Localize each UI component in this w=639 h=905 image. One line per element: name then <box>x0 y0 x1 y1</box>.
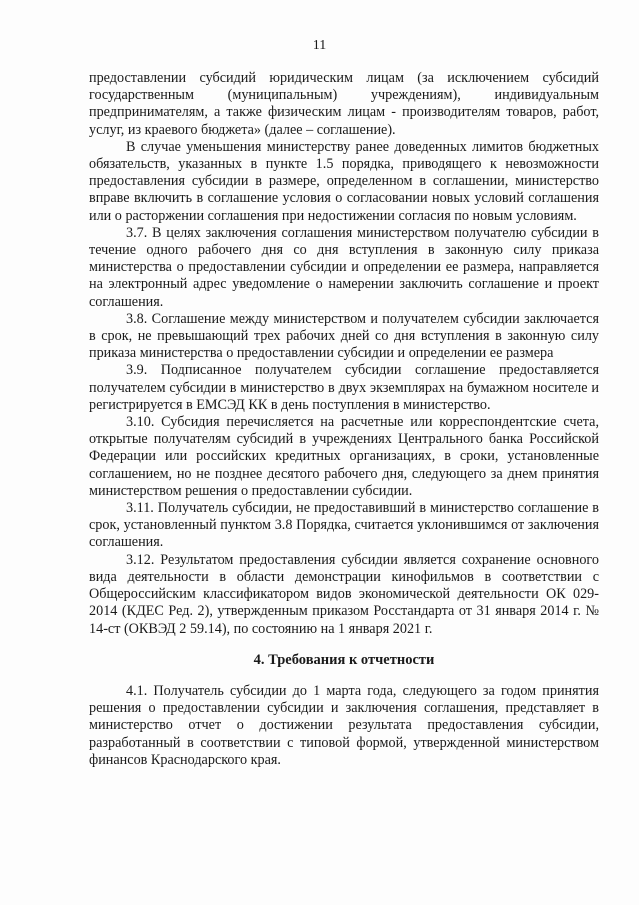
paragraph: предоставлении субсидий юридическим лицам (за исключением субсидий государственным (муниципальным) учреждениям), индивидуальным предпринимателям, а также физическим лицам - производителям товаров, работ, услуг, из краевого бюджета» (далее – соглашение). <box>89 70 599 138</box>
section-heading: 4. Требования к отчетности <box>253 651 435 668</box>
paragraph: 3.11. Получатель субсидии, не предоставивший в министерство соглашение в срок, установленный пунктом 3.8 Порядка, считается уклонившимся от заключения соглашения. <box>89 500 599 551</box>
paragraph: 3.12. Результатом предоставления субсидии является сохранение основного вида деятельности в области демонстрации кинофильмов в соответствии с Общероссийским классификатором видов экономической деятельности ОК 029-2014 (КДЕС Ред. 2), утвержденным приказом Росстандарта от 31 января 2014 г. № 14-ст (ОКВЭД 2 59.14), по состоянию на 1 января 2021 г. <box>89 551 599 637</box>
paragraph: 4.1. Получатель субсидии до 1 марта года, следующего за годом принятия решения о предоставлении субсидии и заключения соглашения, представляет в министерство отчет о достижении результата предоставления субсидии, разработанный в соответствии с типовой формой, утвержденной министерством финансов Краснодарского края. <box>89 682 599 768</box>
paragraph: 3.8. Соглашение между министерством и получателем субсидии заключается в срок, не превышающий трех рабочих дней со дня вступления в законную силу приказа министерства о предоставлении субсидии и определении ее размера <box>89 310 599 362</box>
paragraph: 3.7. В целях заключения соглашения министерством получателю субсидии в течение одного рабочего дня со дня вступления в законную силу приказа министерства о предоставлении субсидии и определении ее размера, направляется на электронный адрес уведомление о намерении заключить соглашение и проект соглашения. <box>89 224 599 310</box>
page-number: 11 <box>312 38 327 53</box>
paragraph: 3.9. Подписанное получателем субсидии соглашение предоставляется получателем субсидии в министерство в двух экземплярах на бумажном носителе и регистрируется в ЕМСЭД КК в день поступления в министерство. <box>89 362 599 413</box>
paragraph: 3.10. Субсидия перечисляется на расчетные или корреспондентские счета, открытые получателям субсидий в учреждениях Центрального банка Российской Федерации или российских кредитных организациях, в сроки, установленные соглашением, но не позднее десятого рабочего дня, следующего за днем принятия министерством решения о предоставлении субсидии. <box>89 414 599 499</box>
paragraph: В случае уменьшения министерству ранее доведенных лимитов бюджетных обязательств, указанных в пункте 1.5 порядка, приводящего к невозможности предоставления субсидии в размере, определенном в соглашении, министерство вправе включить в соглашение условия о согласовании новых условий соглашения или о расторжении соглашения при недостижении согласия по новым условиям. <box>89 138 599 224</box>
document-body <box>89 70 599 769</box>
